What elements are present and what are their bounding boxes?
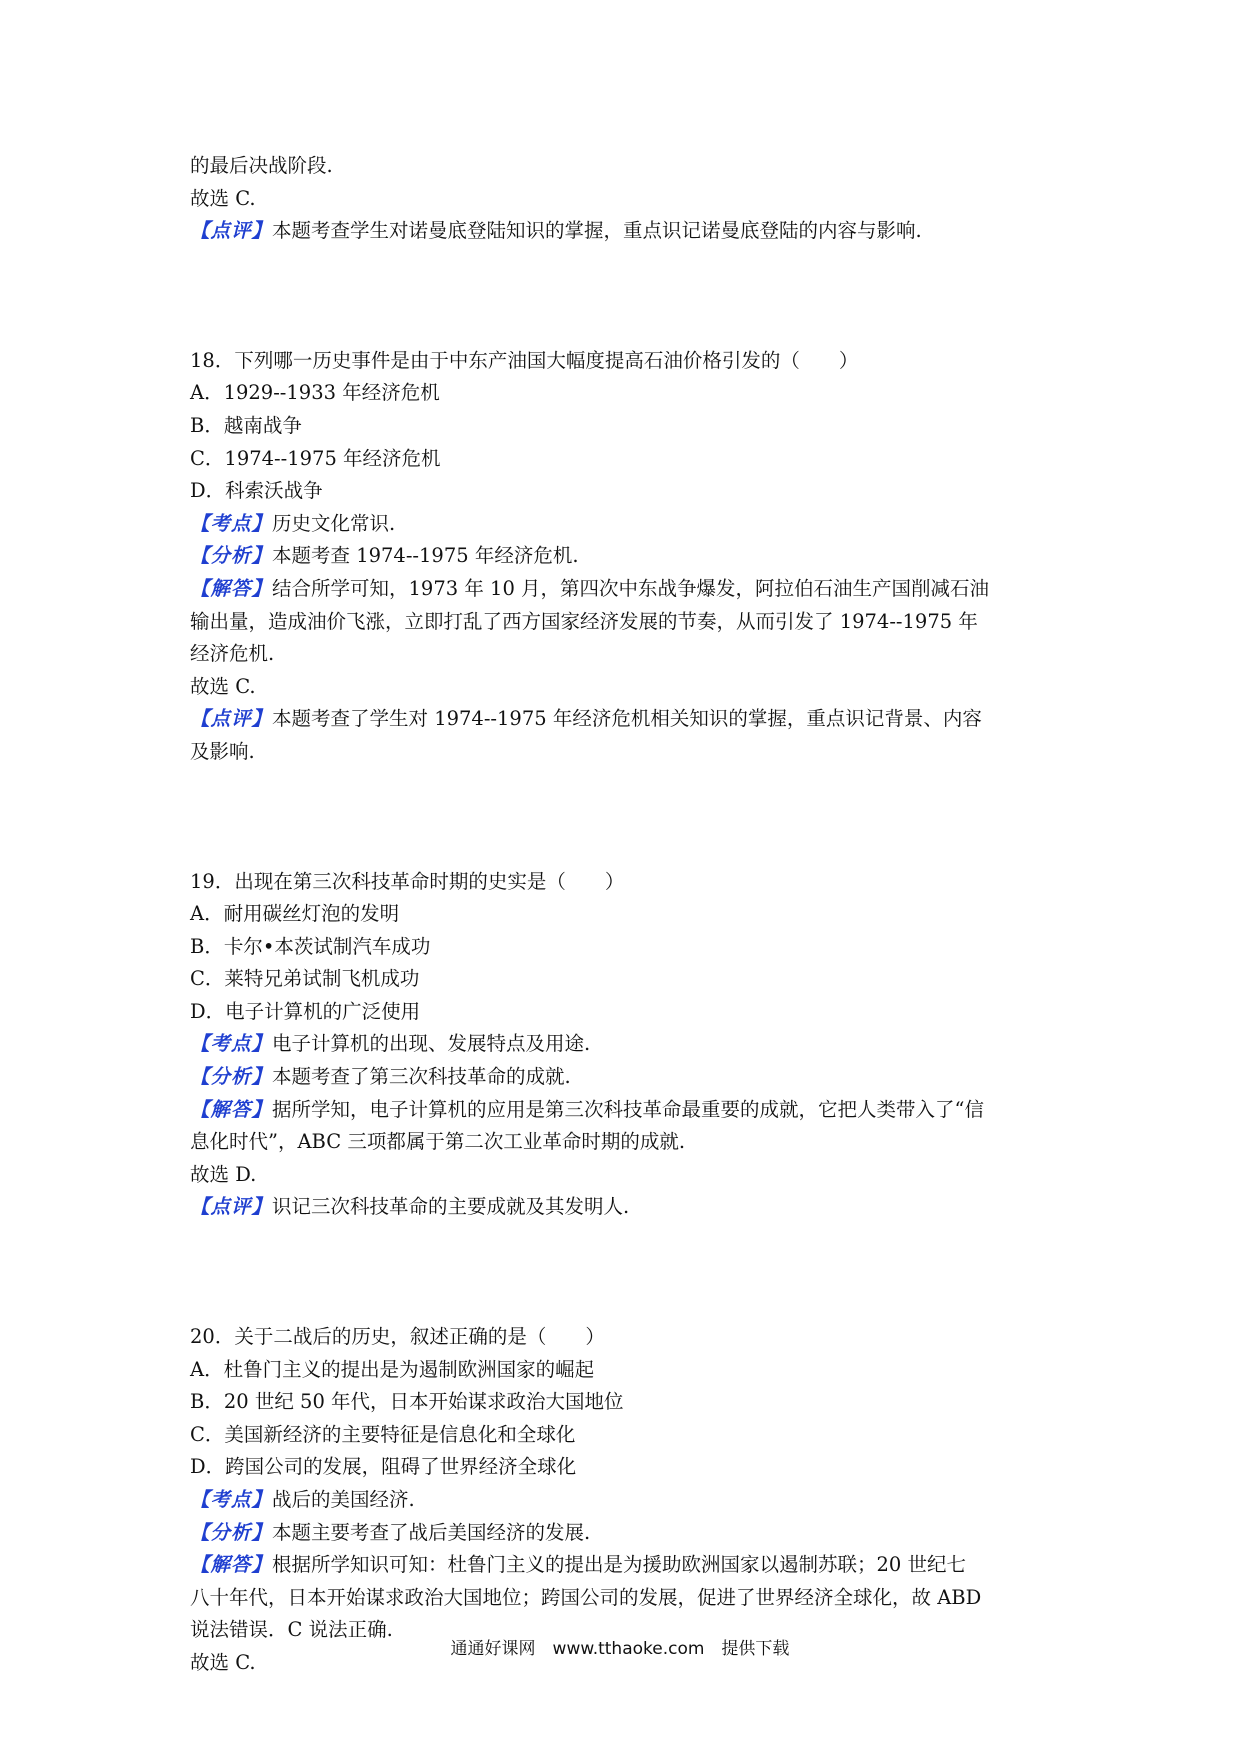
q19-option-b: B．卡尔•本茨试制汽车成功 (190, 934, 431, 958)
q18-option-b: B．越南战争 (190, 413, 302, 437)
q20-option-b: B．20 世纪 50 年代，日本开始谋求政治大国地位 (190, 1390, 624, 1414)
q19-fenxi: 【分析】本题考查了第三次科技革命的成就. (190, 1065, 571, 1089)
q19-option-c: C．莱特兄弟试制飞机成功 (190, 967, 420, 991)
q20-kaodian: 【考点】战后的美国经济. (190, 1488, 415, 1511)
q18-dianping-1: 【点评】本题考查了学生对 1974--1975 年经济危机相关知识的掌握，重点识记背景、内容 (190, 707, 982, 731)
document-body (190, 150, 1070, 1680)
q18-dianping-2: 及影响. (190, 739, 255, 763)
kaodian-tag: 【考点】 (190, 511, 273, 535)
comment-tag: 【点评】 (190, 219, 273, 243)
q20-option-c: C．美国新经济的主要特征是信息化和全球化 (190, 1422, 576, 1446)
q20-option-d: D．跨国公司的发展，阻碍了世界经济全球化 (190, 1455, 577, 1479)
answer-line: 故选 C. (190, 186, 256, 210)
continued-text: 的最后决战阶段. (190, 154, 333, 177)
q20-jieda-2: 八十年代，日本开始谋求政治大国地位；跨国公司的发展，促进了世界经济全球化，故 ABD (190, 1585, 982, 1609)
q18-kaodian: 【考点】历史文化常识. (190, 511, 396, 535)
q19-answer: 故选 D. (190, 1162, 257, 1186)
kaodian-tag: 【考点】 (190, 1032, 273, 1056)
q19-dianping: 【点评】识记三次科技革命的主要成就及其发明人. (190, 1195, 630, 1219)
question-20 (190, 1321, 1070, 1680)
q20-answer: 故选 C. (190, 1650, 256, 1674)
jieda-tag: 【解答】 (190, 576, 273, 600)
page-footer: 通通好课网 www.tthaoke.com 提供下载 (450, 1639, 790, 1659)
q19-jieda-1: 【解答】据所学知，电子计算机的应用是第三次科技革命最重要的成就，它把人类带入了“信 (190, 1097, 984, 1121)
q19-kaodian: 【考点】电子计算机的出现、发展特点及用途. (190, 1032, 591, 1056)
dianping-tag: 【点评】 (190, 707, 273, 731)
q19-option-a: A．耐用碳丝灯泡的发明 (190, 902, 400, 926)
comment-text: 本题考查学生对诺曼底登陆知识的掌握，重点识记诺曼底登陆的内容与影响. (272, 219, 922, 243)
q20-fenxi: 【分析】本题主要考查了战后美国经济的发展. (190, 1520, 591, 1544)
question-19 (190, 866, 1070, 1225)
q18-jieda-1: 【解答】结合所学可知，1973 年 10 月，第四次中东战争爆发，阿拉伯石油生产国削减石油 (190, 576, 990, 600)
q18-option-a: A．1929--1933 年经济危机 (190, 381, 440, 405)
fenxi-tag: 【分析】 (190, 544, 273, 568)
jieda-tag: 【解答】 (190, 1553, 273, 1577)
q20-option-a: A．杜鲁门主义的提出是为遏制欧洲国家的崛起 (190, 1357, 595, 1381)
dianping-tag: 【点评】 (190, 1195, 273, 1219)
q18-option-d: D．科索沃战争 (190, 479, 323, 503)
q20-jieda-3: 说法错误．C 说法正确. (190, 1618, 393, 1642)
q20-jieda-1: 【解答】根据所学知识可知：杜鲁门主义的提出是为援助欧洲国家以遏制苏联；20 世纪七 (190, 1553, 967, 1577)
question-20-stem: 20．关于二战后的历史，叙述正确的是（ ） (190, 1325, 605, 1349)
question-19-stem: 19．出现在第三次科技革命时期的史实是（ ） (190, 869, 625, 893)
q18-option-c: C．1974--1975 年经济危机 (190, 446, 441, 470)
question-18 (190, 345, 1070, 769)
kaodian-tag: 【考点】 (190, 1488, 273, 1511)
q19-option-d: D．电子计算机的广泛使用 (190, 999, 421, 1023)
question-18-stem: 18．下列哪一历史事件是由于中东产油国大幅度提高石油价格引发的（ ） (190, 348, 859, 372)
q18-jieda-3: 经济危机. (190, 642, 275, 666)
fenxi-tag: 【分析】 (190, 1520, 273, 1544)
comment-line (190, 215, 1070, 248)
q18-fenxi: 【分析】本题考查 1974--1975 年经济危机. (190, 544, 579, 568)
jieda-tag: 【解答】 (190, 1097, 273, 1121)
q18-answer: 故选 C. (190, 674, 256, 698)
q19-jieda-2: 息化时代”，ABC 三项都属于第二次工业革命时期的成就. (190, 1130, 686, 1154)
fenxi-tag: 【分析】 (190, 1065, 273, 1089)
q18-jieda-2: 输出量，造成油价飞涨，立即打乱了西方国家经济发展的节奏，从而引发了 1974--1975 年 (190, 609, 978, 633)
